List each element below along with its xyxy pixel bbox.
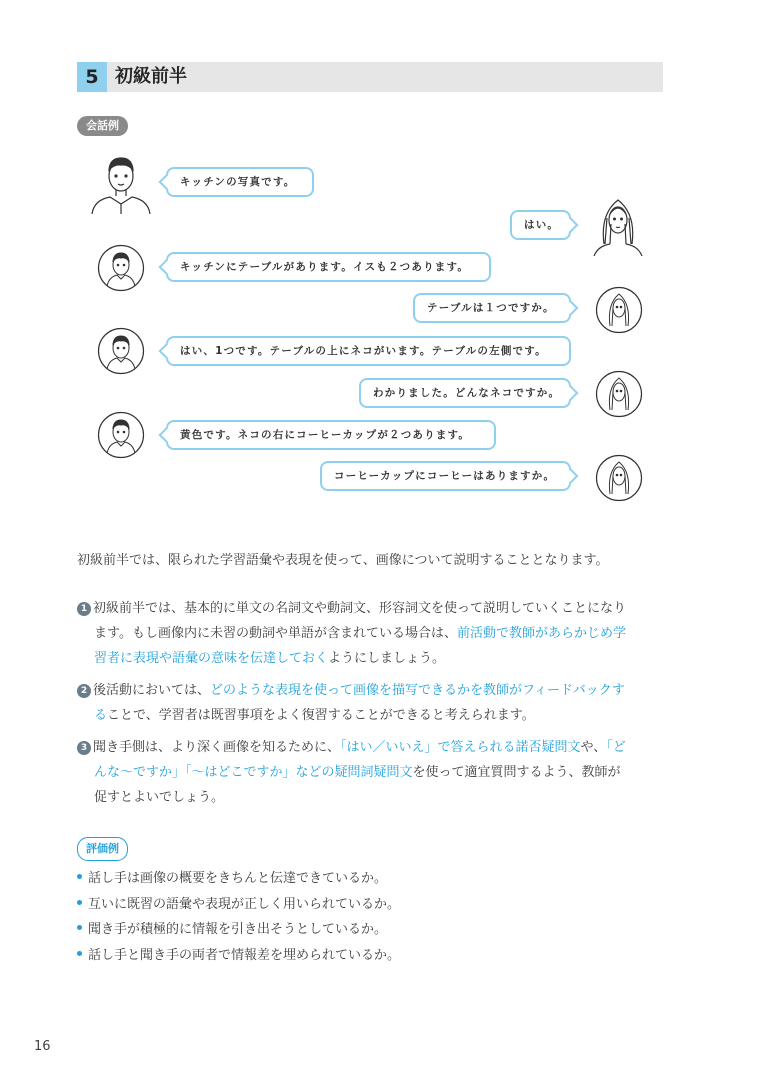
speech-bubble: 黄色です。ネコの右にコーヒーカップが２つあります。 [166,420,496,450]
man-avatar-icon [97,411,145,459]
woman-avatar-icon [595,454,643,502]
speech-bubble: コーヒーカップにコーヒーはありますか。 [320,461,571,491]
bullet-icon [77,874,82,879]
list-item: 互いに既習の語彙や表現が正しく用いられているか。 [77,892,400,918]
number-badge: 1 [77,602,91,616]
section-number: 5 [77,62,107,92]
woman-avatar-icon [590,194,646,256]
page-number: 16 [34,1039,51,1054]
section-title: 初級前半 [115,66,187,87]
speech-bubble: はい。 [510,210,571,240]
point-line: 習者に表現や語彙の意味を伝達しておくようにしましょう。 [94,651,446,666]
point-2 [77,678,625,728]
speech-bubble: キッチンにテーブルがあります。イスも２つあります。 [166,252,491,282]
evaluation-label: 評価例 [77,837,128,861]
point-line: 2 後活動においては、どのような表現を使って画像を描写できるかを教師がフィードバックす [77,678,625,703]
man-avatar-icon [88,152,154,214]
bullet-icon [77,900,82,905]
list-item: 話し手と聞き手の両者で情報差を埋められているか。 [77,943,400,969]
point-line: 促すとよいでしょう。 [94,790,225,805]
point-line: 3 聞き手側は、より深く画像を知るために、「はい／いいえ」で答えられる諾否疑問文や、「ど [77,735,626,760]
point-line: ます。もし画像内に未習の動詞や単語が含まれている場合は、前活動で教師があらかじめ学 [94,626,626,641]
point-3 [77,735,626,810]
woman-avatar-icon [595,370,643,418]
point-1 [77,596,626,671]
man-avatar-icon [97,327,145,375]
number-badge: 3 [77,741,91,755]
woman-avatar-icon [595,286,643,334]
list-item: 話し手は画像の概要をきちんと伝達できているか。 [77,866,400,892]
number-badge: 2 [77,684,91,698]
point-line: ることで、学習者は既習事項をよく復習することができると考えられます。 [94,708,535,723]
speech-bubble: はい、1つです。テーブルの上にネコがいます。テーブルの左側です。 [166,336,571,366]
intro-paragraph: 初級前半では、限られた学習語彙や表現を使って、画像について説明することとなります。 [77,553,609,568]
bullet-icon [77,951,82,956]
dialogue-label: 会話例 [77,116,128,136]
speech-bubble: キッチンの写真です。 [166,167,314,197]
speech-bubble: テーブルは１つですか。 [413,293,571,323]
point-line: んな～ですか」「～はどこですか」などの疑問詞疑問文を使って適宜質問するよう、教師が [94,765,621,780]
section-header [77,62,663,92]
point-line: 1 初級前半では、基本的に単文の名詞文や動詞文、形容詞文を使って説明していくことになり [77,596,626,621]
bullet-icon [77,925,82,930]
list-item: 聞き手が積極的に情報を引き出そうとしているか。 [77,917,400,943]
evaluation-list [77,866,400,968]
man-avatar-icon [97,244,145,292]
speech-bubble: わかりました。どんなネコですか。 [359,378,571,408]
